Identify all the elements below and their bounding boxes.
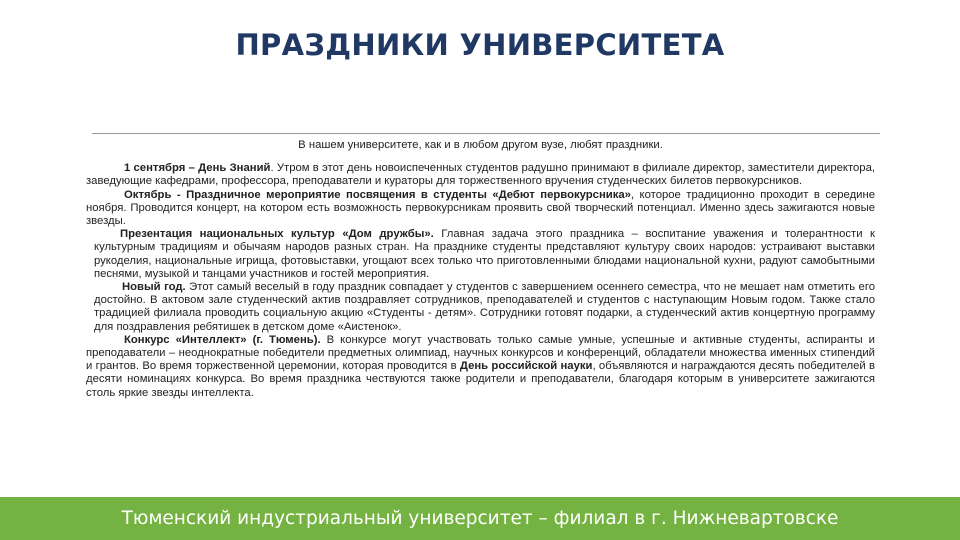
footer-text: Тюменский индустриальный университет – филиал в г. Нижневартовске [121,508,839,529]
paragraph-text: В конкурсе могут участвовать только самые умные, успешные и активные студенты, аспиранты и преподаватели – неоднократные победители предметных олимпиад, научных конкурсов и конференций, обладатели множества именных стипендий и грантов. Во время торжественной церемонии, которая проводится в [86,333,875,373]
paragraph-text: . Утром в этот день новоиспеченных студентов радушно принимают в филиале директор, заместители директора, заведующие кафедрами, профессора, преподаватели и кураторы для торжественного вручения студенческих билетов первокурсников. [86,162,876,188]
document-body [86,139,875,400]
divider [92,133,880,134]
paragraph-freshman-debut [86,189,875,229]
paragraph-intellect-contest [86,334,875,400]
paragraph-heading: Новый год. [122,281,186,294]
paragraph-heading: Конкурс «Интеллект» (г. Тюмень). [124,333,321,346]
page-title: ПРАЗДНИКИ УНИВЕРСИТЕТА [235,28,725,62]
paragraph-heading: Октябрь - Праздничное мероприятие посвящения в студенты «Дебют первокурсника» [124,188,631,201]
paragraph-emphasis: День российской науки [459,360,593,373]
paragraph-new-year [86,281,875,334]
paragraph-text: Главная задача этого праздника – воспитание уважения и толерантности к культурным традициям и обычаям народов разных стран. На празднике студенты представляют культуру своих народов: устраивают выставки рукоделия, национальные игрища, фотовыставки, угощают всех только что приготовленными блюдами национальной кухни, радуют самобытными песнями, музыкой и танцами участников и гостей мероприятия. [94,228,875,280]
paragraph-text: , которое традиционно проходит в середине ноября. Проводится концерт, на котором есть возможность первокурсникам проявить свой творческий потенциал. Именно здесь зажигаются новые звезды. [86,188,875,228]
paragraph-friendship-house [86,228,875,281]
paragraph-text: Этот самый веселый в году праздник совпадает у студентов с завершением осеннего семестра, что не мешает нам отметить его достойно. В актовом зале студенческий актив поздравляет сотрудников, преподавателей и студентов с наступающим Новым годом. Также стало традицией филиала проводить социальную акцию «Студенты - детям». Сотрудники готовят подарки, а студенческий актив концертную программу для поздравления ребятишек в детском доме «Аистенок». [94,281,875,333]
paragraph-heading: 1 сентября – День Знаний [124,162,271,175]
paragraph-heading: Презентация национальных культур «Дом дружбы». [120,228,434,241]
footer-bar [0,497,960,540]
paragraph-knowledge-day [86,162,875,188]
intro-text: В нашем университете, как и в любом другом вузе, любят праздники. [298,139,663,151]
paragraph-text: , объявляются и награждаются десять победителей в десяти номинациях конкурса. Во время праздника чествуются также родители и преподаватели, благодаря которым в университете зажигаются столь яркие звезды интеллекта. [86,360,875,399]
